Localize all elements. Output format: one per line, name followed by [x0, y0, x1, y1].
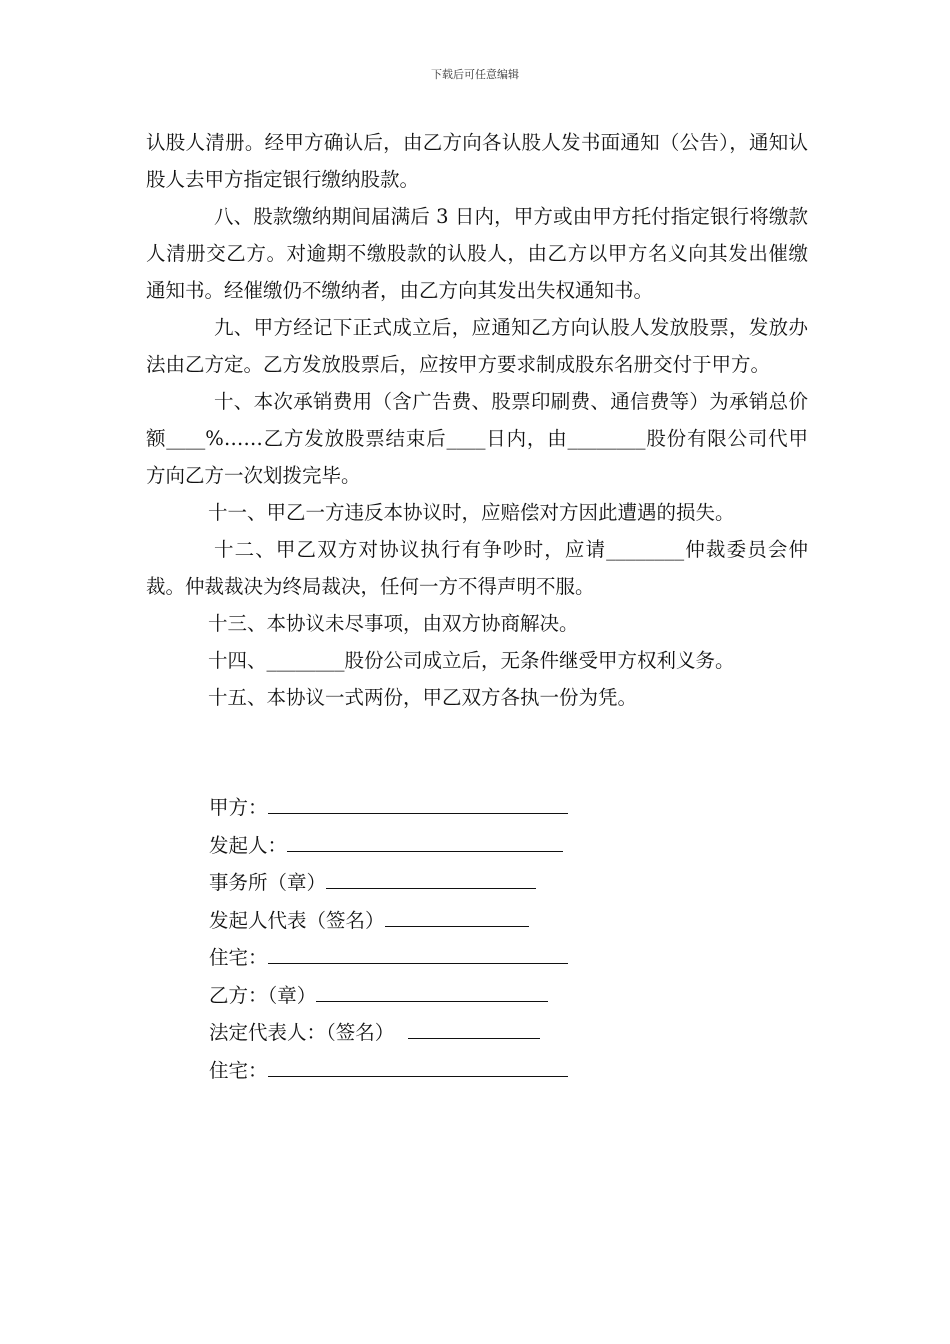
signature-label: 乙方：（章）: [209, 983, 317, 1007]
clause-10: 十、本次承销费用（含广告费、股票印刷费、通信费等）为承销总价额____%……乙方发放股票结束后____日内，由________股份有限公司代甲方向乙方一次划拨完毕。: [146, 390, 808, 487]
page-header: 下载后可任意编辑: [431, 68, 519, 81]
paragraph-continuation: 认股人清册。经甲方确认后，由乙方向各认股人发书面通知（公告），通知认股人去甲方指定银行缴纳股款。: [146, 131, 808, 191]
signature-label: 住宅：: [209, 1058, 268, 1082]
signature-label: 住宅：: [209, 946, 268, 969]
signature-row-party-b: [209, 977, 568, 1015]
signature-row-legal-rep: [209, 1014, 568, 1052]
signature-block: [209, 789, 568, 1089]
signature-line[interactable]: [408, 1014, 540, 1039]
signature-row-residence-b: [209, 1052, 568, 1090]
clause-8: 八、股款缴纳期间届满后 3 日内，甲方或由甲方托付指定银行将缴款人清册交乙方。对逾期不缴股款的认股人，由乙方以甲方名义向其发出催缴通知书。经催缴仍不缴纳者，由乙方向其发出失权通知书。: [146, 205, 808, 302]
clause-13: 十三、本协议未尽事项，由双方协商解决。: [208, 612, 579, 635]
signature-label: 发起人：: [209, 833, 288, 857]
clause-12: 十二、甲乙双方对协议执行有争吵时，应请________仲裁委员会仲裁。仲裁裁决为终局裁决，任何一方不得声明不服。: [146, 538, 808, 598]
clause-15: 十五、本协议一式两份，甲乙双方各执一份为凭。: [208, 686, 638, 709]
signature-line[interactable]: [268, 939, 568, 964]
agreement-body: [146, 124, 808, 716]
signature-row-firm-seal: [209, 864, 568, 902]
signature-label: 甲方：: [209, 796, 268, 819]
signature-label: 法定代表人：（签名）: [209, 1021, 395, 1044]
signature-row-party-a: [209, 789, 568, 827]
clause-11: 十一、甲乙一方违反本协议时，应赔偿对方因此遭遇的损失。: [208, 501, 735, 524]
signature-line[interactable]: [268, 789, 568, 814]
signature-line[interactable]: [316, 977, 548, 1002]
signature-row-initiator-rep: [209, 902, 568, 940]
signature-line[interactable]: [268, 1052, 568, 1077]
signature-label: 事务所（章）: [209, 871, 327, 894]
signature-label: 发起人代表（签名）: [209, 908, 385, 932]
signature-line[interactable]: [326, 864, 536, 889]
signature-line[interactable]: [287, 827, 563, 852]
signature-line[interactable]: [385, 902, 529, 927]
signature-row-initiator: [209, 827, 568, 865]
clause-14: 十四、________股份公司成立后，无条件继受甲方权利义务。: [208, 649, 735, 672]
signature-row-residence-a: [209, 939, 568, 977]
clause-9: 九、甲方经记下正式成立后，应通知乙方向认股人发放股票，发放办法由乙方定。乙方发放股票后，应按甲方要求制成股东名册交付于甲方。: [146, 316, 808, 376]
